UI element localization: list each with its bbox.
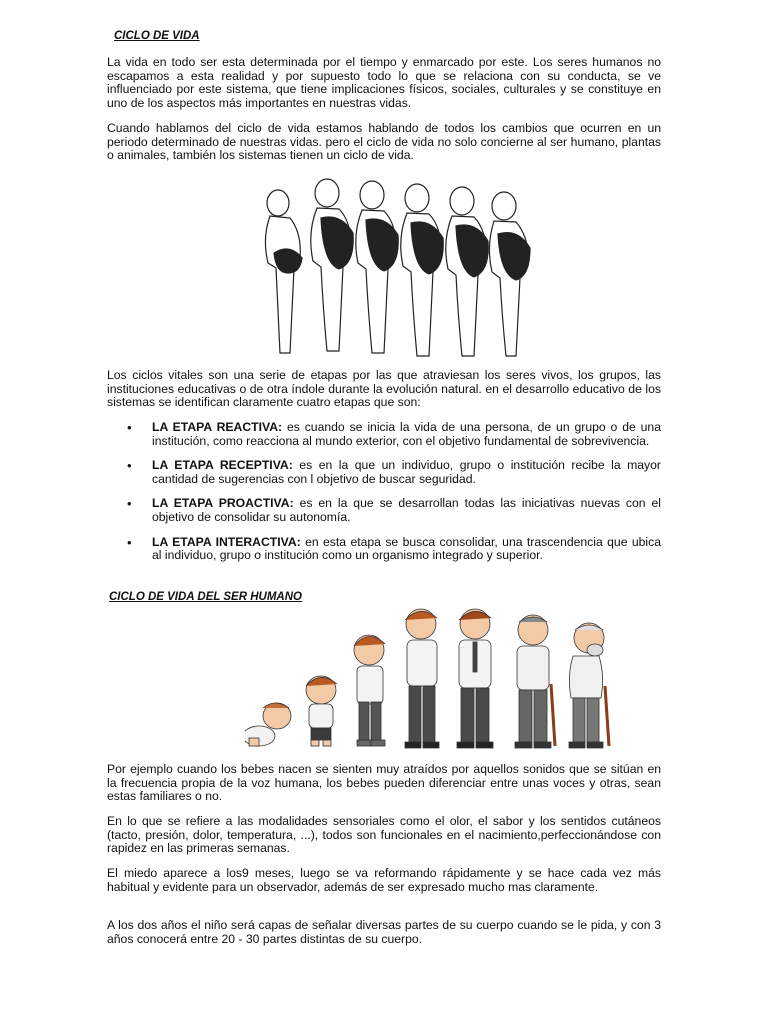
paragraph-intro: La vida en todo ser esta determinada por el tiempo y enmarcado por este. Los seres humanos no escapamos a esta realidad y por supuesto todo lo que se relaciona con su conducta, se ve influenciado por este sistema, que tiene implicaciones físicos, sociales, culturales y se constituye en uno de los aspectos más importantes en nuestras vidas. <box>107 55 661 110</box>
paragraph-cambios: Cuando hablamos del ciclo de vida estamos hablando de todos los cambios que ocurren en un periodo determinado de nuestras vidas. pero el ciclo de vida no solo concierne al ser humano, plantas o animales, también los sistemas tienen un ciclo de vida. <box>107 121 661 163</box>
elderly-figure <box>569 623 609 748</box>
teen-figure <box>405 609 439 748</box>
women-aging-illustration <box>260 168 540 363</box>
child-figure <box>354 635 385 746</box>
figure-6 <box>489 192 530 356</box>
list-item: • LA ETAPA RECEPTIVA: es en la que un individuo, grupo o institución recibe la mayor cantidad de sugerencias con l objetivo de buscar seguridad. <box>107 459 661 486</box>
paragraph-sentidos: En lo que se refiere a las modalidades sensoriales como el olor, el sabor y los sentidos cutáneos (tacto, presión, dolor, temperatura, ...), todos son funcionales en el nacimiento,perfeccionándose con rapidez en las primeras semanas. <box>107 814 661 856</box>
figure-1 <box>265 190 302 353</box>
human-life-stages-illustration <box>245 606 615 754</box>
figure-5 <box>446 187 488 356</box>
adult-figure <box>457 609 493 748</box>
older-adult-figure <box>515 615 555 748</box>
toddler-figure <box>306 676 337 746</box>
paragraph-bebes: Por ejemplo cuando los bebes nacen se sienten muy atraídos por aquellos sonidos que se sitúan en la frecuencia propia de la voz humana, los bebes pueden diferenciar entre unas voces y otras, sean estas familiares o no. <box>107 762 661 804</box>
list-item: • LA ETAPA INTERACTIVA: en esta etapa se busca consolidar, una trascendencia que ubica al individuo, grupo o institución como un organismo integrado y superior. <box>107 536 661 563</box>
list-item: • LA ETAPA REACTIVA: es cuando se inicia la vida de una persona, de un grupo o de una institución, como reacciona al mundo exterior, con el objetivo fundamental de sobrevivencia. <box>107 421 661 448</box>
figure-4 <box>401 184 443 356</box>
figure-3 <box>356 181 398 353</box>
paragraph-ciclos-vitales: Los ciclos vitales son una serie de etapas por las que atraviesan los seres vivos, los grupos, las instituciones educativas o de otra índole durante la evolución natural. en el desarrollo educativo de los sistemas se identifican claramente cuatro etapas que son: <box>107 368 661 410</box>
figure-2 <box>311 179 353 351</box>
paragraph-dos-anos: A los dos años el niño será capas de señalar diversas partes de su cuerpo cuando se le pida, y con 3 años conocerá entre 20 - 30 partes distintas de su cuerpo. <box>107 918 661 946</box>
heading-ciclo-ser-humano: CICLO DE VIDA DEL SER HUMANO <box>109 591 302 603</box>
heading-ciclo-de-vida: CICLO DE VIDA <box>114 30 200 42</box>
baby-figure <box>245 703 291 746</box>
paragraph-miedo: El miedo aparece a los9 meses, luego se va reformando rápidamente y se hace cada vez más habitual y evidente para un observador, además de ser expresado mucho mas claramente. <box>107 866 661 894</box>
stages-list <box>107 421 661 563</box>
list-item: • LA ETAPA PROACTIVA: es en la que se desarrollan todas las iniciativas nuevas con el objetivo de consolidar su autonomía. <box>107 497 661 524</box>
